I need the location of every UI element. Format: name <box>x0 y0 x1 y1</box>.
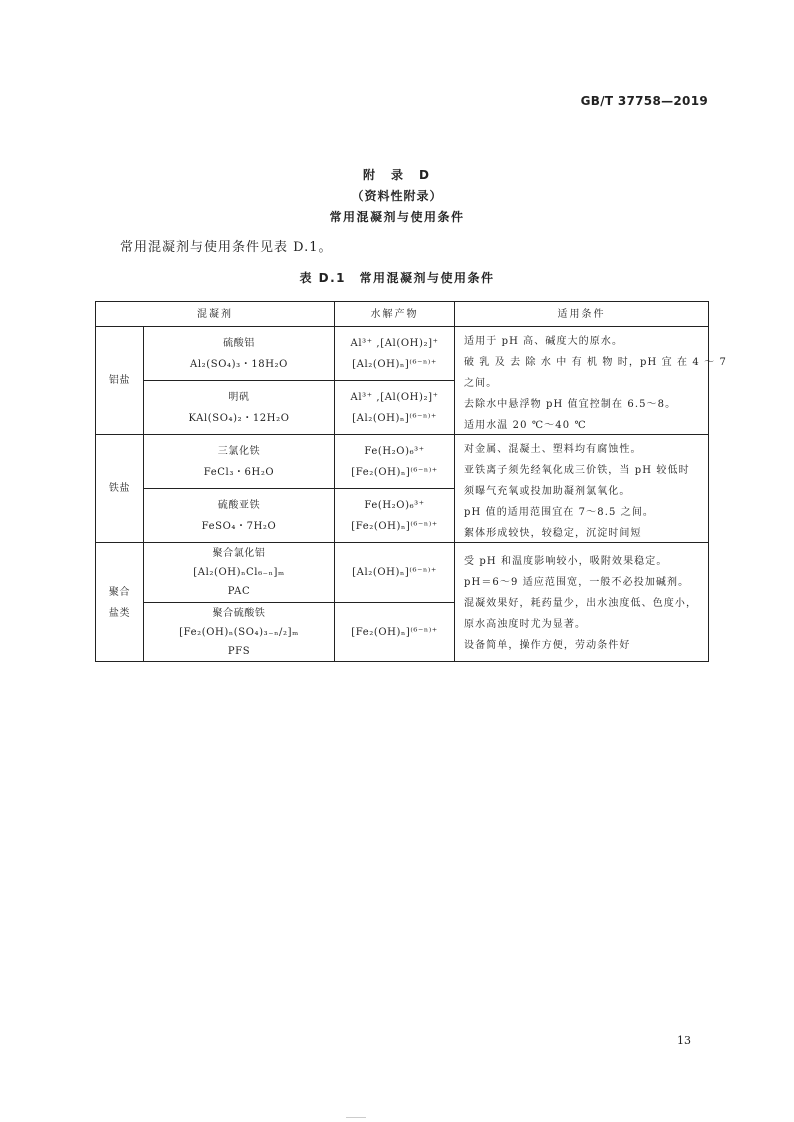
conditions-polymer: 受 pH 和温度影响较小，吸附效果稳定。 pH＝6～9 适应范围宽，一般不必投加碱剂。 混凝效果好，耗药量少，出水浊度低、色度小， 原水高浊度时尤为显著。 设备简单，操作方便，劳动条件好 <box>464 556 698 651</box>
header-hydrolysis: 水解产物 <box>370 308 419 320</box>
page-number: 13 <box>677 1034 691 1047</box>
hydrolysis-pac: [Al₂(OH)ₙ]⁽⁶⁻ⁿ⁾⁺ <box>352 567 437 578</box>
agent-alum: 明矾 KAl(SO₄)₂・12H₂O <box>188 391 290 424</box>
header-agent: 混凝剂 <box>197 308 233 320</box>
agent-pac: 聚合氯化铝 [Al₂(OH)ₙCl₆₋ₙ]ₘ PAC <box>193 548 285 597</box>
hydrolysis-aluminum-sulfate: Al³⁺ ,[Al(OH)₂]⁺ [Al₂(OH)ₙ]⁽⁶⁻ⁿ⁾⁺ <box>350 337 439 370</box>
category-aluminum: 铝盐 <box>108 375 131 386</box>
intro-paragraph: 常用混凝剂与使用条件见表 D.1。 <box>120 240 333 255</box>
table-caption: 表 D.1 常用混凝剂与使用条件 <box>299 271 495 285</box>
hydrolysis-alum: Al³⁺ ,[Al(OH)₂]⁺ [Al₂(OH)ₙ]⁽⁶⁻ⁿ⁾⁺ <box>350 391 439 424</box>
footer-mark <box>346 1117 366 1118</box>
agent-aluminum-sulfate: 硫酸铝 Al₂(SO₄)₃・18H₂O <box>190 337 288 370</box>
hydrolysis-ferrous-sulfate: Fe(H₂O)₆³⁺ [Fe₂(OH)ₙ]⁽⁶⁻ⁿ⁾⁺ <box>351 499 438 532</box>
agent-ferrous-sulfate: 硫酸亚铁 FeSO₄・7H₂O <box>201 499 277 532</box>
conditions-iron: 对金属、混凝土、塑料均有腐蚀性。 亚铁离子须先经氧化成三价铁，当 pH 较低时 须曝气充氧或投加助凝剂氯氧化。 pH 值的适用范围宜在 7～8.5 之间。 絮体形成较快，较稳定，沉淀时间短 <box>464 444 690 539</box>
agent-ferric-chloride: 三氯化铁 FeCl₃・6H₂O <box>203 445 275 478</box>
category-iron: 铁盐 <box>108 483 131 494</box>
agent-pfs: 聚合硫酸铁 [Fe₂(OH)ₙ(SO₄)₃₋ₙ/₂]ₘ PFS <box>179 608 299 657</box>
coagulant-table <box>95 301 727 662</box>
hydrolysis-pfs: [Fe₂(OH)ₙ]⁽⁶⁻ⁿ⁾⁺ <box>351 627 438 638</box>
annex-label: 附 录 D <box>363 168 431 182</box>
standard-number: GB/T 37758—2019 <box>580 94 708 108</box>
annex-name: 常用混凝剂与使用条件 <box>329 210 465 224</box>
category-polymer: 聚合 盐类 <box>108 586 131 619</box>
hydrolysis-ferric-chloride: Fe(H₂O)₆³⁺ [Fe₂(OH)ₙ]⁽⁶⁻ⁿ⁾⁺ <box>351 445 438 478</box>
annex-type: （资料性附录） <box>351 189 443 203</box>
header-conditions: 适用条件 <box>557 308 606 320</box>
conditions-aluminum: 适用于 pH 高、碱度大的原水。 破 乳 及 去 除 水 中 有 机 物 时，pH 宜 在 4 ～ 7 之间。 去除水中悬浮物 pH 值宜控制在 6.5～8。 适用水温 20 ℃～40 ℃ <box>464 336 727 431</box>
